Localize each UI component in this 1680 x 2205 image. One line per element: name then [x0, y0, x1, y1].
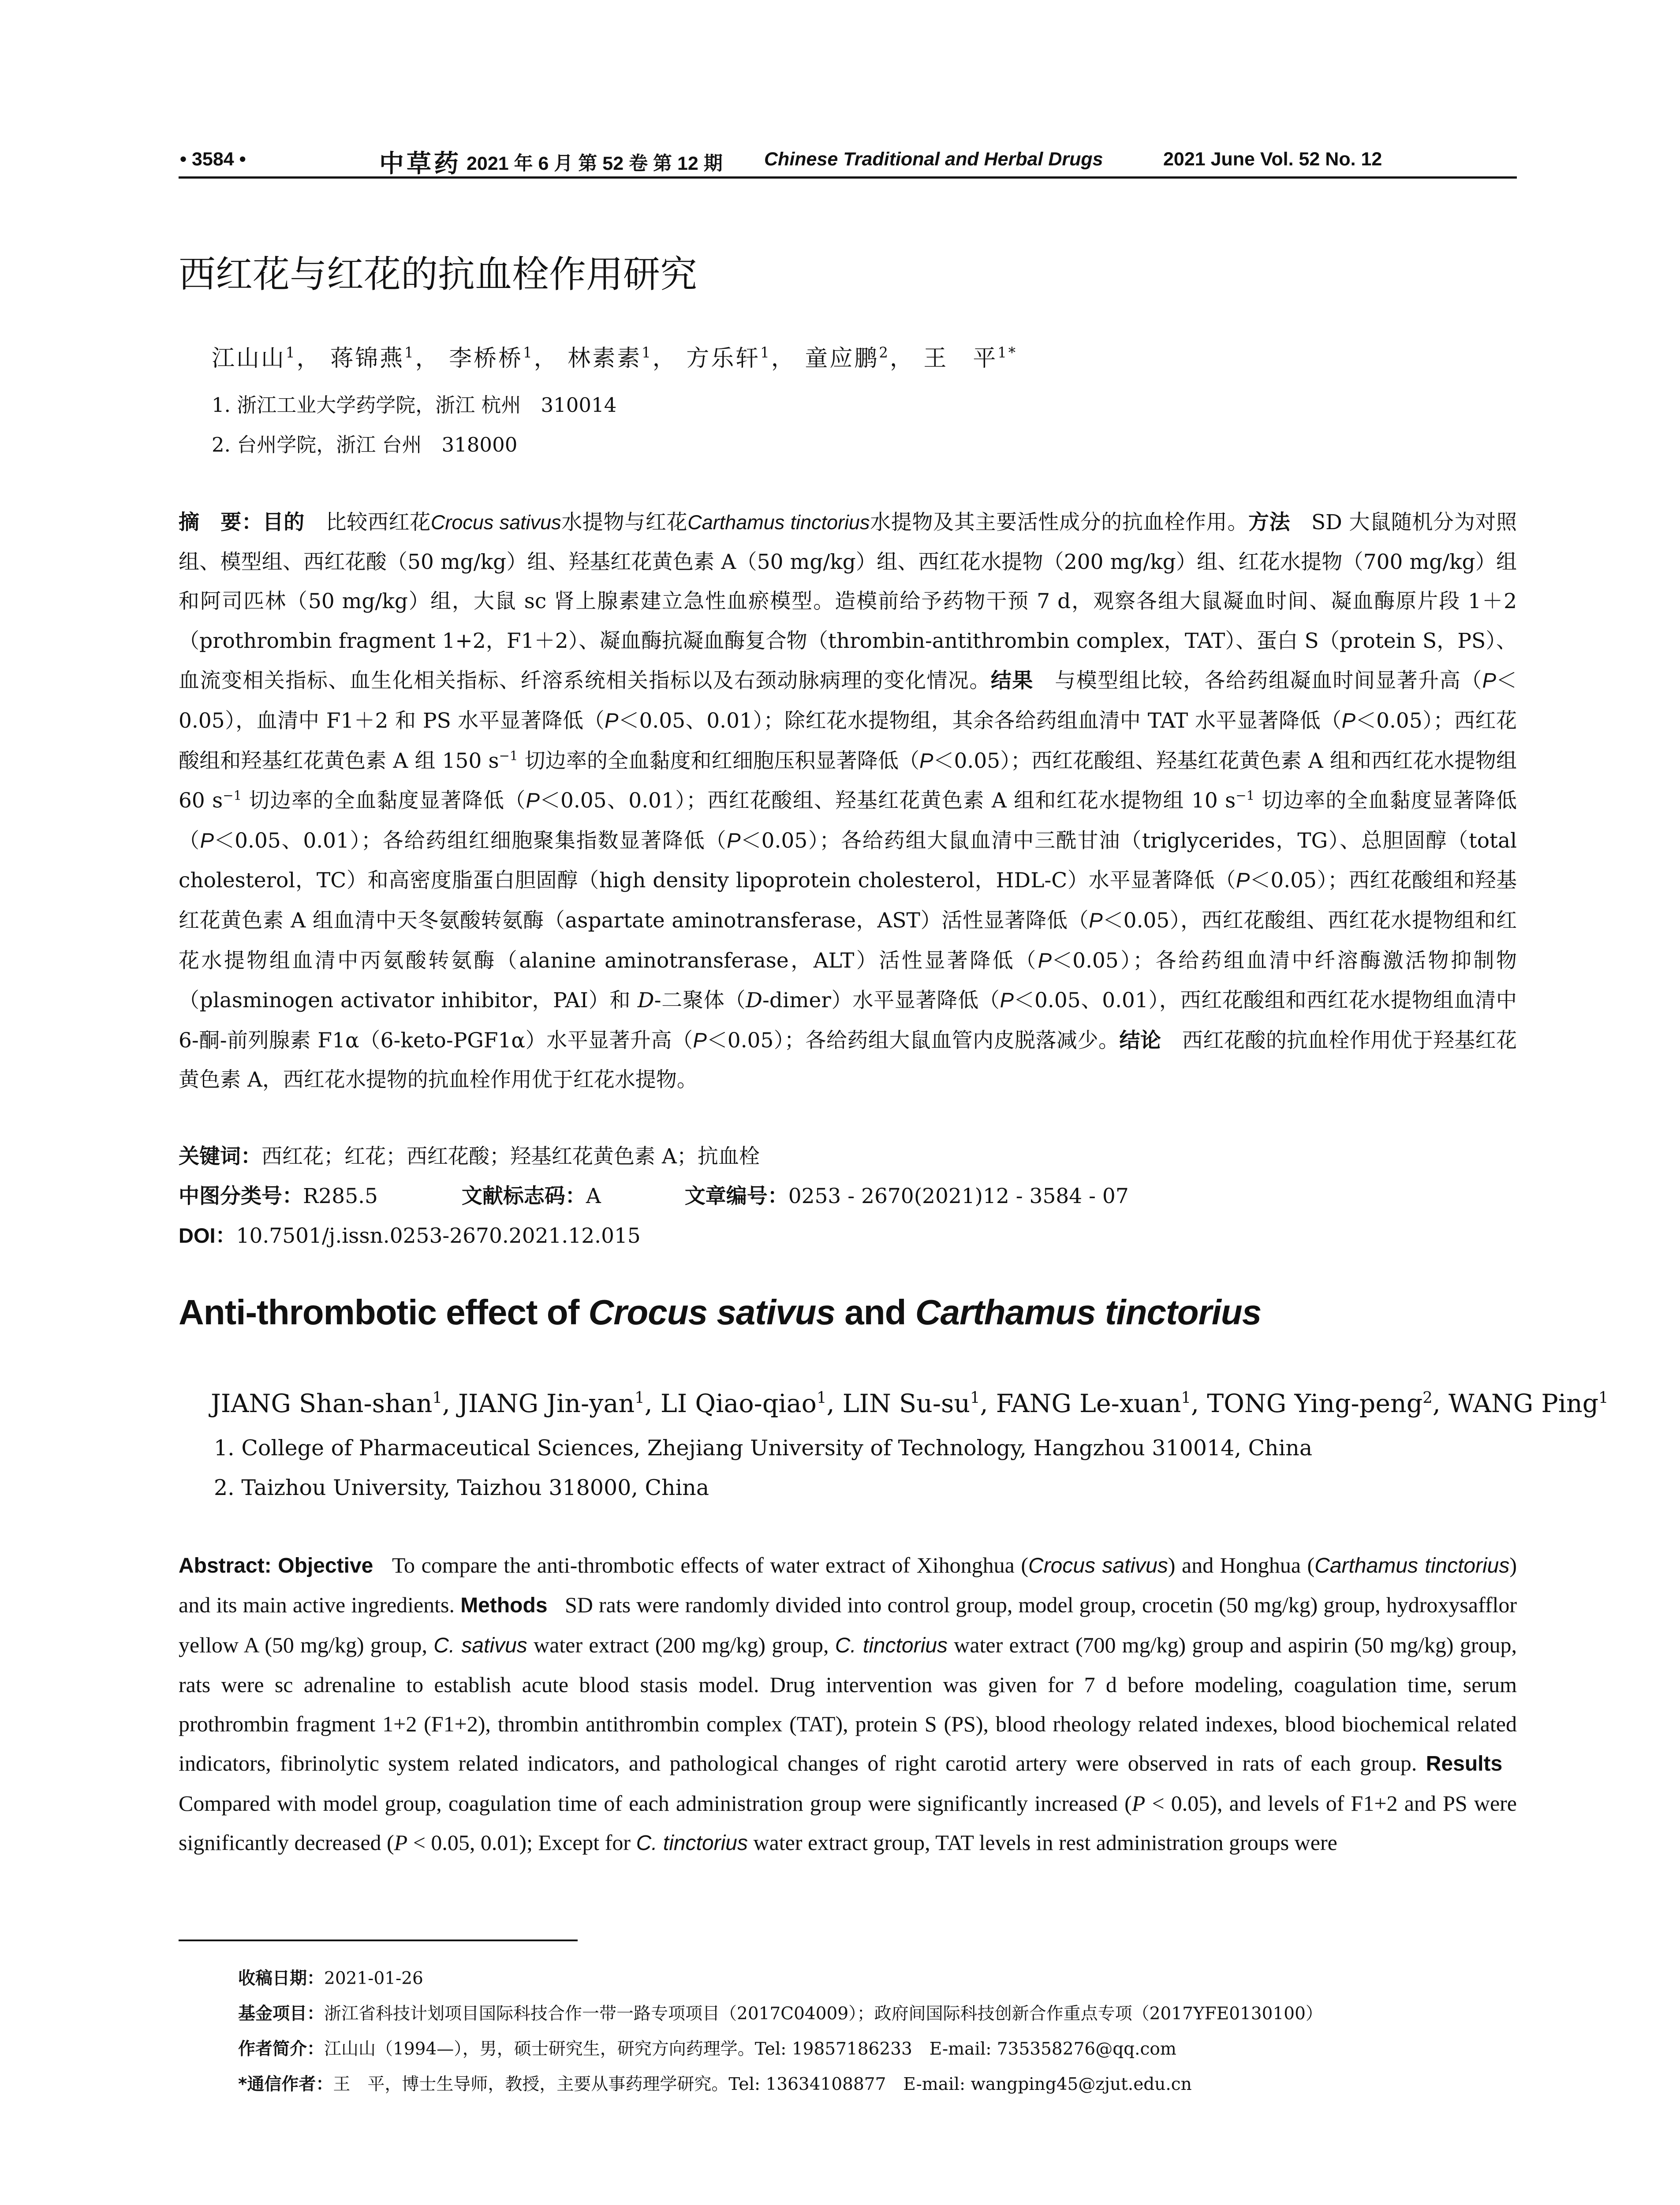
fund-label: 基金项目：	[238, 2004, 325, 2024]
abstract-text: Compared with model group, coagulation time of each administration group were significantly increased (	[179, 1790, 1132, 1816]
author-name: JIANG Shan-shan	[211, 1389, 433, 1418]
author-affil-mark: 1	[970, 1388, 980, 1407]
superscript: −1	[1236, 788, 1255, 803]
results-label: Results	[1426, 1752, 1503, 1776]
affiliation-cn-2: 2. 台州学院，浙江 台州 318000	[212, 433, 518, 456]
abstract-text: ＜0.05）；各给药组大鼠血管内皮脱落减少。	[706, 1028, 1120, 1053]
author-affil-mark: 1*	[997, 344, 1018, 361]
p-symbol: P	[693, 1028, 707, 1052]
conclusion-label: 结论	[1119, 1028, 1161, 1053]
doi-value: 10.7501/j.issn.0253-2670.2021.12.015	[236, 1224, 641, 1248]
methods-label: 方法	[1248, 510, 1291, 534]
p-symbol: P	[526, 789, 540, 812]
p-symbol: P	[727, 828, 741, 852]
author-affil-mark: 2	[879, 344, 890, 361]
journal-name-cn: 中草药	[379, 149, 461, 178]
author-list-en: JIANG Shan-shan$^1$, JIANG Jin-yan$^1$, LI Qiao-qiao$^1$, LIN $Su-su^1$, FANG Le-xuan$^1$, TONG Ying-peng$^2$, WANG Ping$^1$	[211, 1388, 1609, 1418]
author-name: JIANG Jin-yan	[458, 1389, 635, 1418]
abstract-text: < 0.05), and levels of F1+2 and PS were significantly decreased (	[179, 1790, 1517, 1855]
author-name: 李桥桥	[449, 345, 523, 372]
author-name: 林素素	[567, 345, 642, 372]
abstract-label: Abstract:	[179, 1554, 272, 1577]
fund-text: 浙江省科技计划项目国际科技合作一带一路专项项目（2017C04009）；政府间国际科技创新合作重点专项（2017YFE0130100）	[324, 2004, 1323, 2024]
results-label: 结果	[990, 669, 1034, 693]
species-name: Carthamus tinctorius	[915, 1293, 1262, 1332]
abstract-text: ) and its main active ingredients.	[179, 1553, 1517, 1618]
keywords-label: 关键词：	[179, 1144, 261, 1169]
clc-value: R285.5	[303, 1184, 378, 1208]
footnote-fund	[238, 2000, 1323, 2025]
affiliation-cn-1: 1. 浙江工业大学药学院，浙江 杭州 310014	[212, 393, 617, 417]
doc-code-value: A	[586, 1184, 601, 1208]
p-symbol: P	[1341, 708, 1356, 732]
doi-line	[179, 1219, 641, 1249]
abstract-text: water extract (700 mg/kg) group and aspirin (50 mg/kg) group, rats were sc adrenaline to establish acute blood stasis model. Drug intervention was given for 7 d before modeling, coagulation time, serum prothrombin fragment 1+2 (F1+2), thrombin antithrombin complex (TAT), protein S (PS), blood rheology related indexes, blood biochemical related indicators, fibrinolytic system related indicators, and pathological changes of right carotid artery were observed in rats of each group.	[179, 1632, 1517, 1776]
abstract-text: 切边率的全血黏度显著降低（	[179, 789, 1517, 853]
abstract-text: < 0.05, 0.01); Except for	[407, 1830, 636, 1855]
abstract-text: ＜0.05）；西红花酸组、羟基红花黄色素 A 组和西红花水提物组 60 s	[179, 748, 1517, 813]
author-affil-mark: 1	[404, 344, 415, 361]
title-text: and	[835, 1293, 915, 1332]
superscript: −1	[499, 748, 518, 763]
author-name: WANG Ping	[1448, 1389, 1599, 1418]
author-affil-mark: 2	[1422, 1388, 1433, 1407]
p-symbol: P	[919, 748, 933, 772]
p-symbol: P	[1089, 908, 1103, 932]
p-symbol: P	[200, 828, 214, 852]
footnote-corresponding	[238, 2070, 1192, 2095]
page-number: • 3584 •	[180, 149, 246, 170]
p-symbol: P	[605, 708, 619, 732]
author-affil-mark: 1	[635, 1388, 645, 1407]
keywords-cn	[179, 1140, 760, 1170]
abstract-text: ＜0.05），西红花酸组、西红花水提物组和红花水提物组血清中丙氨酸转氨酶（alanine aminotransferase，ALT）活性显著降低（	[179, 908, 1517, 973]
abstract-text: -二聚体（	[654, 988, 746, 1013]
clc-label: 中图分类号：	[179, 1184, 303, 1208]
author-name: 江山山	[212, 345, 286, 372]
abstract-text: ＜0.05）；各给药组大鼠血清中三酰甘油（triglycerides，TG）、总胆固醇（total cholesterol，TC）和高密度脂蛋白胆固醇（high density lipoprotein cholesterol，HDL-C）水平显著降低（	[179, 828, 1517, 893]
abstract-text: 水提物与红花	[561, 510, 688, 534]
abstract-text: ＜0.05）；西红花酸组和羟基红花黄色素 A 组 150 s	[179, 708, 1517, 773]
header-rule	[179, 176, 1517, 179]
journal-name-en: Chinese Traditional and Herbal Drugs	[764, 149, 1103, 170]
abstract-text: SD 大鼠随机分为对照组、模型组、西红花酸（50 mg/kg）组、羟基红花黄色素 A（50 mg/kg）组、西红花水提物（200 mg/kg）组、红花水提物（700 mg/kg）组和阿司匹林（50 mg/kg）组，大鼠 sc 肾上腺素建立急性血瘀模型。造模前给予药物干预 7 d，观察各组大鼠凝血时间、凝血酶原片段 1＋2（prothrombin fragment 1+2，F1＋2）、凝血酶抗凝血酶复合物（thrombin-antithrombin complex，TAT）、蛋白 S（protein S，PS）、血流变相关指标、血生化相关指标、纤溶系统相关指标以及右颈动脉病理的变化情况。	[179, 510, 1517, 693]
paper-title-cn: 西红花与红花的抗血栓作用研究	[179, 253, 698, 296]
author-affil-mark: 1	[1598, 1388, 1609, 1407]
abstract-text: -dimer）水平显著降低（	[762, 988, 1000, 1013]
abstract-text: 切边率的全血黏度显著降低（	[242, 789, 526, 813]
p-symbol: P	[1131, 1790, 1146, 1816]
abstract-text: ) and Honghua (	[1168, 1553, 1315, 1577]
objective-label: Objective	[278, 1554, 373, 1577]
abstract-en	[179, 1546, 1517, 1863]
keywords-text: 西红花；红花；西红花酸；羟基红花黄色素 A；抗血栓	[261, 1144, 760, 1169]
author-name: LI Qiao-qiao	[660, 1389, 817, 1418]
abstract-text: ＜0.05），血清中 F1＋2 和 PS 水平显著降低（	[179, 669, 1517, 733]
species-name: C. tinctorius	[835, 1633, 948, 1657]
abstract-text: ＜0.05）；各给药组血清中纤溶酶激活物抑制物（plasminogen activator inhibitor，PAI）和	[179, 948, 1517, 1013]
p-symbol: P	[1000, 988, 1014, 1012]
superscript: −1	[223, 788, 242, 803]
title-text: Anti-thrombotic effect of	[179, 1293, 589, 1332]
paper-title-en	[179, 1292, 1261, 1333]
received-label: 收稿日期：	[238, 1969, 325, 1988]
author-name: 王 平	[923, 345, 998, 372]
species-name: Crocus sativus	[1028, 1554, 1168, 1577]
footnote-received	[238, 1965, 423, 1989]
author-bio-text: 江山山（1994—），男，硕士研究生，研究方向药理学。Tel: 19857186233 E-mail: 735358276@qq.com	[324, 2039, 1176, 2059]
abstract-text: 与模型组比较，各给药组凝血时间显著升高（	[1055, 669, 1482, 693]
species-name: C. sativus	[433, 1633, 527, 1657]
objective-label: 目的	[262, 510, 305, 534]
abstract-text: To compare the anti-thrombotic effects of water extract of Xihonghua (	[392, 1553, 1029, 1577]
abstract-cn	[179, 503, 1517, 1100]
author-name: FANG Le-xuan	[996, 1389, 1181, 1418]
classification-line	[179, 1180, 1129, 1209]
author-affil-mark: 1	[760, 344, 771, 361]
p-symbol: P	[1482, 669, 1497, 692]
p-symbol: P	[1038, 948, 1052, 972]
d-symbol: D	[637, 988, 654, 1013]
author-affil-mark: 1	[432, 1388, 442, 1407]
author-name: 童应鹏	[805, 345, 879, 372]
affiliation-en-1: 1. College of Pharmaceutical Sciences, Zhejiang University of Technology, Hangzhou 310014, China	[214, 1435, 1313, 1461]
abstract-text: 比较西红花	[325, 510, 431, 534]
author-affil-mark: 1	[816, 1388, 827, 1407]
doc-code-label: 文献标志码：	[461, 1184, 586, 1208]
abstract-text: 切边率的全血黏度和红细胞压积显著降低（	[518, 748, 920, 773]
abstract-text: 水提物及其主要活性成分的抗血栓作用。	[870, 510, 1248, 534]
issue-cn: 2021 年 6 月 第 52 卷 第 12 期	[467, 153, 723, 174]
abstract-text: ＜0.05、0.01）；各给药组红细胞聚集指数显著降低（	[214, 828, 727, 853]
article-no-value: 0253 - 2670(2021)12 - 3584 - 07	[788, 1184, 1129, 1208]
abstract-text: 西红花酸的抗血栓作用优于羟基红花黄色素 A，西红花水提物的抗血栓作用优于红花水提物。	[179, 1028, 1517, 1092]
methods-label: Methods	[460, 1594, 548, 1618]
doi-label: DOI：	[179, 1224, 236, 1247]
corresponding-label: *通信作者：	[238, 2074, 333, 2094]
abstract-text: ＜0.05）；西红花酸组和羟基红花黄色素 A 组血清中天冬氨酸转氨酶（aspartate aminotransferase，AST）活性显著降低（	[179, 868, 1517, 933]
abstract-text: water extract (200 mg/kg) group,	[527, 1632, 835, 1657]
author-affil-mark: 1	[1181, 1388, 1191, 1407]
author-name: LIN Su-su	[842, 1389, 971, 1418]
species-name: C. tinctorius	[636, 1831, 748, 1855]
abstract-text: ＜0.05、0.01）；西红花酸组、羟基红花黄色素 A 组和红花水提物组 10 s	[540, 789, 1236, 813]
footnote-author	[238, 2035, 1176, 2060]
author-name: TONG Ying-peng	[1207, 1389, 1423, 1418]
corresponding-text: 王 平，博士生导师，教授，主要从事药理学研究。Tel: 13634108877 E-mail: wangping45@zjut.edu.cn	[333, 2074, 1192, 2094]
author-affil-mark: 1	[523, 344, 534, 361]
article-no-label: 文章编号：	[684, 1184, 788, 1208]
species-name: Crocus sativus	[588, 1293, 836, 1332]
author-name: 方乐轩	[686, 345, 761, 372]
abstract-text: water extract group, TAT levels in rest administration groups were	[747, 1830, 1337, 1855]
abstract-label: 摘 要：	[179, 510, 263, 534]
running-header	[180, 143, 1516, 178]
author-bio-label: 作者简介：	[238, 2039, 325, 2059]
species-name: Crocus sativus	[430, 511, 561, 534]
received-date: 2021-01-26	[324, 1969, 423, 1988]
footnote-rule	[179, 1940, 578, 1941]
species-name: Carthamus tinctorius	[1314, 1554, 1510, 1577]
author-affil-mark: 1	[642, 344, 653, 361]
affiliation-en-2: 2. Taizhou University, Taizhou 318000, China	[214, 1475, 709, 1500]
species-name: Carthamus tinctorius	[687, 511, 870, 534]
p-symbol: P	[394, 1830, 408, 1855]
author-name: 蒋锦燕	[330, 345, 405, 372]
author-list-cn: 江山山$^1$， 蒋锦燕$^1$， 李桥桥$^1$， 林素素$^1$， 方乐轩$^1$， 童应鹏$^2$， 王 平$^{1*}$	[212, 344, 1018, 372]
abstract-text: SD rats were randomly divided into control group, model group, crocetin (50 mg/kg) group, hydroxysafflor yellow A (50 mg/kg) group,	[179, 1592, 1517, 1657]
abstract-text: ＜0.05、0.01），西红花酸组和西红花水提物组血清中 6-酮-前列腺素 F1α（6-keto-PGF1α）水平显著升高（	[179, 988, 1517, 1053]
author-affil-mark: 1	[286, 344, 297, 361]
p-symbol: P	[1236, 868, 1250, 892]
issue-en: 2021 June Vol. 52 No. 12	[1163, 149, 1382, 170]
abstract-text: ＜0.05、0.01）；除红花水提物组，其余各给药组血清中 TAT 水平显著降低（	[618, 708, 1342, 733]
d-symbol: D	[746, 988, 762, 1013]
